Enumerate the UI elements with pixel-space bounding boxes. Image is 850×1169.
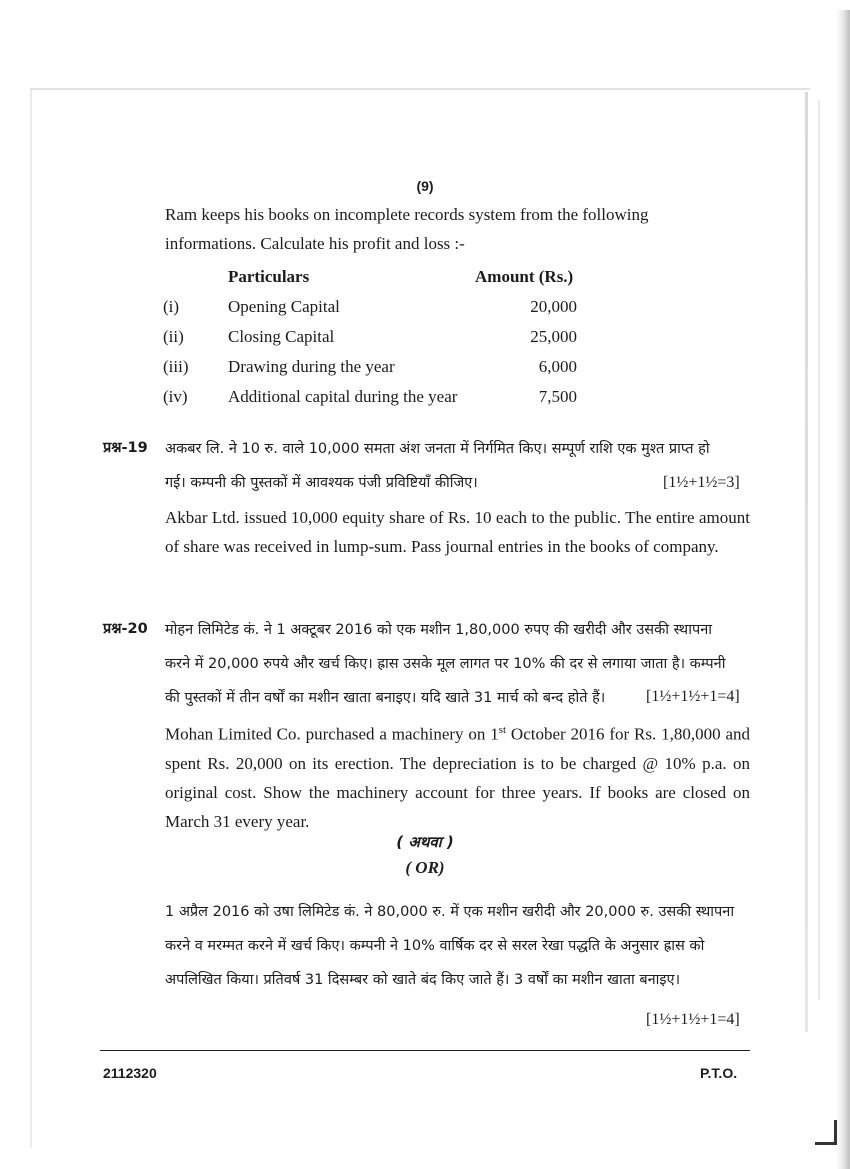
page-edge <box>805 92 808 1032</box>
row-amount: 25,000 <box>530 327 577 346</box>
paper-code: 2112320 <box>103 1065 157 1081</box>
q20-marks: [1½+1½+1=4] <box>646 688 740 705</box>
row-particular: Additional capital during the year <box>228 387 458 406</box>
question-19-label: प्रश्न-19 <box>103 440 148 456</box>
page-edge <box>30 88 810 90</box>
row-particular: Opening Capital <box>228 297 340 316</box>
row-number: (i) <box>163 297 180 316</box>
page-number: (9) <box>416 178 434 194</box>
q20-alt-marks: [1½+1½+1=4] <box>646 1011 740 1028</box>
row-number: (iii) <box>163 357 189 376</box>
row-amount: 6,000 <box>538 357 577 376</box>
scan-border <box>834 1120 837 1145</box>
or-english: ( OR) <box>405 858 445 877</box>
q20-english-post: October 2016 for Rs. 1,80,000 and spent Rs. 20,000 on its erection. The depreciation is to be charged @ 10% p.a. on original cost. Show the machinery account for three years. If books are closed on March 31 every year. <box>165 724 751 831</box>
q20-hindi-line-2: करने में 20,000 रुपये और खर्च किए। ह्रास उसके मूल लागत पर 10% की दर से लगाया जाता है। कम्पनी <box>165 656 726 672</box>
page-edge <box>30 88 32 1148</box>
q19-marks: [1½+1½=3] <box>663 474 740 491</box>
row-number: (iv) <box>163 387 188 406</box>
row-number: (ii) <box>163 327 184 346</box>
row-particular: Drawing during the year <box>228 357 395 376</box>
q20-alt-hindi-line-3: अपलिखित किया। प्रतिवर्ष 31 दिसम्बर को खाते बंद किए जाते हैं। 3 वर्षों का मशीन खाता बनाइए। <box>165 972 681 988</box>
pto-label: P.T.O. <box>700 1065 738 1081</box>
q20-hindi-line-3: की पुस्तकों में तीन वर्षों का मशीन खाता बनाइए। यदि खाते 31 मार्च को बन्द होते हैं। <box>165 690 606 706</box>
q19-hindi-line-2: गई। कम्पनी की पुस्तकों में आवश्यक पंजी प्रविष्टियाँ कीजिए। <box>165 475 478 491</box>
q20-english <box>165 716 750 836</box>
col-particulars: Particulars <box>228 267 310 286</box>
intro-line-1: Ram keeps his books on incomplete records system from the following <box>165 205 649 224</box>
row-particular: Closing Capital <box>228 327 335 346</box>
q20-english-pre: Mohan Limited Co. purchased a machinery on 1 <box>165 724 499 744</box>
intro-line-2: informations. Calculate his profit and loss :- <box>165 234 465 253</box>
q19-hindi-line-1: अकबर लि. ने 10 रु. वाले 10,000 समता अंश जनता में निर्गमित किए। सम्पूर्ण राशि एक मुश्त प्राप्त हो <box>165 441 710 457</box>
scan-border <box>836 10 850 1169</box>
q19-english: Akbar Ltd. issued 10,000 equity share of Rs. 10 each to the public. The entire amount of share was received in lump-sum. Pass journal entries in the books of company. <box>165 508 750 556</box>
q20-english-sup: st <box>498 724 507 736</box>
row-amount: 7,500 <box>538 387 577 406</box>
footer-rule <box>100 1050 750 1051</box>
q20-hindi-line-1: मोहन लिमिटेड कं. ने 1 अक्टूबर 2016 को एक मशीन 1,80,000 रुपए की खरीदी और उसकी स्थापना <box>165 622 712 638</box>
col-amount: Amount (Rs.) <box>475 267 574 286</box>
q20-alt-hindi-line-1: 1 अप्रैल 2016 को उषा लिमिटेड कं. ने 80,000 रु. में एक मशीन खरीदी और 20,000 रु. उसकी स्थापना <box>165 904 735 920</box>
q20-alt-hindi-line-2: करने व मरम्मत करने में खर्च किए। कम्पनी ने 10% वार्षिक दर से सरल रेखा पद्धति के अनुसार ह्रास को <box>165 938 705 954</box>
row-amount: 20,000 <box>530 297 577 316</box>
question-20-label: प्रश्न-20 <box>103 621 148 637</box>
or-hindi: ( अथवा ) <box>396 833 454 851</box>
